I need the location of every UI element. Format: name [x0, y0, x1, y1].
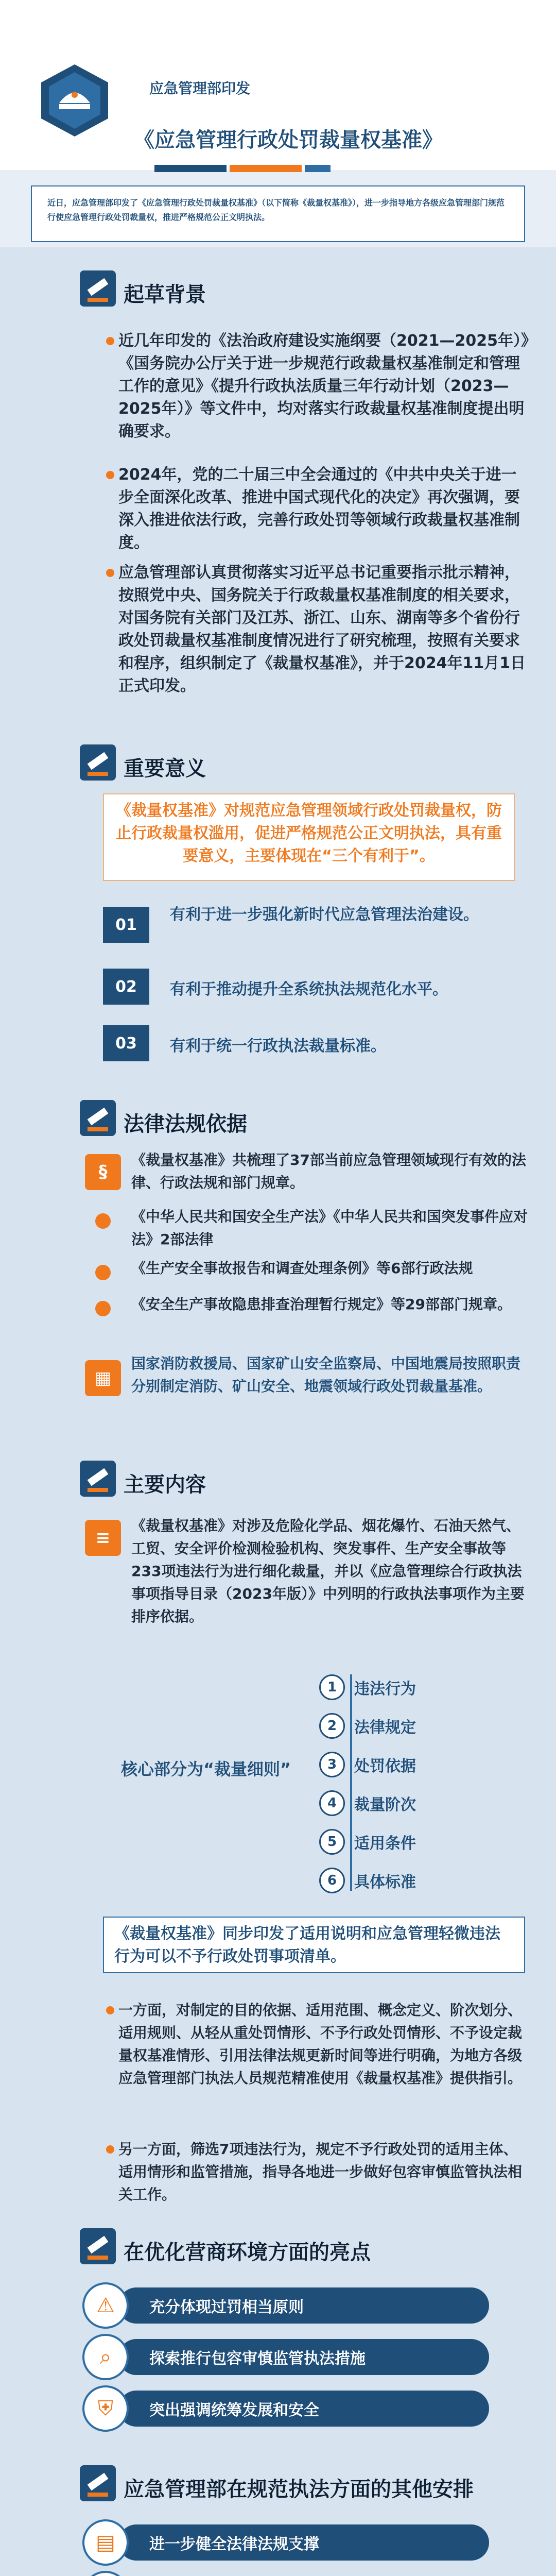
divider-line: [350, 1674, 352, 1891]
legal-item-3: 《生产安全事故报告和调查处理条例》等6部行政法规: [131, 1260, 473, 1277]
warning-icon: ⚠: [82, 2282, 129, 2329]
section-title-legal-basis: 法律法规依据: [124, 1112, 247, 1136]
section-title-other-arrangements: 应急管理部在规范执法方面的其他安排: [124, 2478, 474, 2501]
legal-item-2: 《中华人民共和国安全生产法》《中华人民共和国突发事件应对法》2部法律: [131, 1208, 528, 1248]
part-item-3: 3 处罚依据: [319, 1752, 416, 1777]
significance-item-1: 有利于进一步强化新时代应急管理法治建设。: [170, 906, 479, 924]
title-color-bars: [154, 165, 331, 172]
bar-blue: [305, 165, 331, 172]
arrangement-item-1: 进一步健全法律法规支撑: [118, 2524, 489, 2561]
item-number-02: 02: [103, 969, 149, 1005]
gavel-icon: [77, 1458, 118, 1499]
document-icon: §: [85, 1154, 121, 1190]
item-number-03: 03: [103, 1025, 149, 1061]
highlight-item-3: 突出强调统筹发展和安全: [118, 2391, 489, 2427]
intro-box: 近日，应急管理部印发了《应急管理行政处罚裁量权基准》（以下简称《裁量权基准》），进一步指导地方各级应急管理部门规范行使应急管理行政处罚裁量权，推进严格规范公正文明执法。: [31, 185, 525, 242]
section-title-main-content: 主要内容: [124, 1473, 206, 1497]
issuer-label: 应急管理部印发: [149, 80, 251, 97]
core-part-label: 核心部分为“裁量细则”: [120, 1759, 291, 1779]
header: [0, 0, 556, 170]
bar-dark: [154, 165, 227, 172]
main-content-bullet-1: 一方面，对制定的目的依据、适用范围、概念定义、阶次划分、适用规则、从轻从重处罚情形、不予行政处罚情形、不予设定裁量权基准情形、引用法律法规更新时间等进行明确，为地方各级应急管理部门执法人员规范精准使用《裁量权基准》提供指引。: [118, 1999, 530, 2154]
building-icon: ▦: [85, 1360, 121, 1396]
part-item-1: 1 违法行为: [319, 1674, 416, 1700]
main-content-bullet-2: 另一方面，筛选7项违法行为，规定不予行政处罚的适用主体、适用情形和监管措施，指导各地进一步做好包容审慎监管执法相关工作。: [118, 2138, 530, 2215]
document-icon: [82, 2571, 129, 2576]
gavel-icon: [77, 2226, 118, 2267]
shield-emblem-icon: [36, 62, 113, 139]
highlight-item-1: 充分体现过罚相当原则: [118, 2287, 489, 2324]
part-item-5: 5 适用条件: [319, 1829, 416, 1855]
legal-item-5: 国家消防救援局、国家矿山安全监察局、中国地震局按照职责分别制定消防、矿山安全、地震领域行政处罚裁量基准。: [131, 1355, 521, 1395]
shield-icon: ⛨: [82, 2385, 129, 2432]
background-bullet-1: 近几年印发的《法治政府建设实施纲要（2021—2025年）》《国务院办公厅关于进一步规范行政裁量权基准制定和管理工作的意见》《提升行政执法质量三年行动计划（2023—2025年）》等文件中，均对落实行政裁量权基准制度提出明确要求。: [118, 330, 530, 474]
bar-orange: [230, 165, 302, 172]
part-item-6: 6 具体标准: [319, 1868, 416, 1893]
section-title-background: 起草背景: [124, 283, 206, 307]
book-icon: ▤: [82, 2519, 129, 2566]
significance-item-3: 有利于统一行政执法裁量标准。: [170, 1037, 386, 1055]
document-icon: ≡: [85, 1520, 121, 1556]
legal-item-1: 《裁量权基准》共梳理了37部当前应急管理领域现行有效的法律、行政法规和部门规章。: [131, 1151, 526, 1191]
background-bullet-2: 2024年，党的二十届三中全会通过的《中共中央关于进一步全面深化改革、推进中国式现代化的决定》再次强调，要深入推进依法行政，完善行政处罚等领域行政裁量权基准制度。: [118, 464, 530, 582]
legal-item-4: 《安全生产事故隐患排查治理暂行规定》等29部部门规章。: [131, 1296, 512, 1313]
significance-lead: 《裁量权基准》对规范应急管理领域行政处罚裁量权，防止行政裁量权滥用，促进严格规范公正文明执法，具有重要意义，主要体现在“三个有利于”。: [103, 793, 515, 881]
item-number-01: 01: [103, 907, 149, 943]
gavel-icon: [77, 2463, 118, 2504]
gavel-icon: [77, 268, 118, 309]
main-content-lead: 《裁量权基准》对涉及危险化学品、烟花爆竹、石油天然气、工贸、安全评价检测检验机构、突发事件、生产安全事故等233项违法行为进行细化裁量，并以《应急管理综合行政执法事项指导目录（2023年版）》中列明的行政执法事项作为主要排序依据。: [131, 1517, 525, 1625]
bullet-dot-icon: [95, 1301, 111, 1316]
search-icon: ⌕: [82, 2334, 129, 2380]
background-bullet-3: 应急管理部认真贯彻落实习近平总书记重要指示批示精神，按照党中央、国务院关于行政裁量权基准制度的相关要求，对国务院有关部门及江苏、浙江、山东、湖南等多个省份行政处罚裁量权基准制度情况进行了研究梳理，按照有关要求和程序，组织制定了《裁量权基准》，并于2024年11月1日正式印发。: [118, 562, 530, 726]
part-item-2: 2 法律规定: [319, 1713, 416, 1739]
gavel-icon: [77, 742, 118, 783]
section-title-highlights: 在优化营商环境方面的亮点: [124, 2241, 371, 2264]
significance-item-2: 有利于推动提升全系统执法规范化水平。: [170, 980, 448, 998]
section-title-significance: 重要意义: [124, 757, 206, 781]
page-title: 《应急管理行政处罚裁量权基准》: [134, 128, 443, 152]
part-item-4: 4 裁量阶次: [319, 1790, 416, 1816]
bullet-dot-icon: [95, 1265, 111, 1280]
gavel-icon: [77, 1097, 118, 1139]
main-content-note: 《裁量权基准》同步印发了适用说明和应急管理轻微违法行为可以不予行政处罚事项清单。: [103, 1917, 525, 1973]
highlight-item-2: 探索推行包容审慎监管执法措施: [118, 2339, 489, 2375]
bullet-dot-icon: [95, 1213, 111, 1229]
